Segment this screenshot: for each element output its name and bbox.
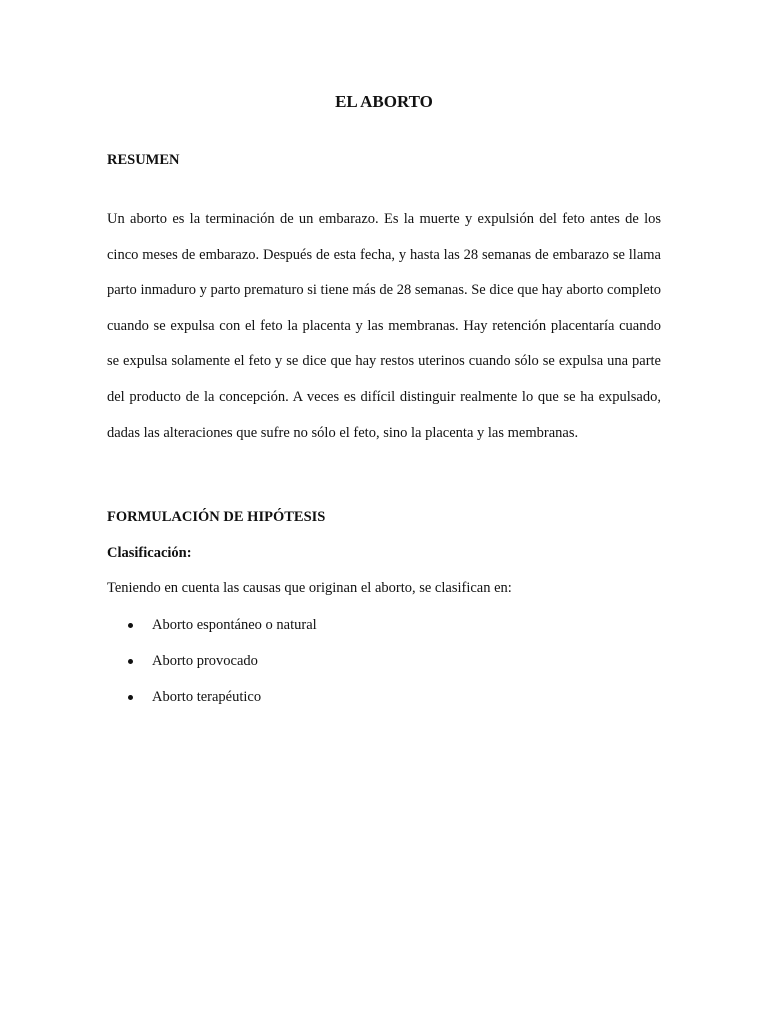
clasificacion-intro: Teniendo en cuenta las causas que originan el aborto, se clasifican en:	[107, 580, 512, 596]
clasificacion-subheading: Clasificación:	[107, 545, 192, 561]
resumen-paragraph: Un aborto es la terminación de un embarazo. Es la muerte y expulsión del feto antes de los cinco meses de embarazo. Después de esta fecha, y hasta las 28 semanas de embarazo se llama parto inmaduro y parto prematuro si tiene más de 28 semanas. Se dice que hay aborto completo cuando se expulsa con el feto la placenta y las membranas. Hay retención placentaría cuando se expulsa solamente el feto y se dice que hay restos uterinos cuando sólo se expulsa una parte del producto de la concepción. A veces es difícil distinguir realmente lo que se ha expulsado, dadas las alteraciones que sufre no sólo el feto, sino la placenta y las membranas.	[107, 211, 661, 441]
list-item-text: Aborto terapéutico	[152, 689, 262, 705]
list-item-text: Aborto espontáneo o natural	[152, 617, 317, 633]
bullet-icon	[128, 695, 133, 700]
list-item-text: Aborto provocado	[152, 653, 258, 669]
list-item	[107, 686, 661, 722]
list-item	[107, 614, 661, 650]
hipotesis-heading: FORMULACIÓN DE HIPÓTESIS	[107, 509, 326, 525]
document-title: EL ABORTO	[335, 92, 433, 111]
bullet-icon	[128, 659, 133, 664]
bullet-icon	[128, 623, 133, 628]
list-item	[107, 650, 661, 686]
clasificacion-list	[107, 614, 661, 722]
resumen-heading: RESUMEN	[107, 152, 180, 168]
